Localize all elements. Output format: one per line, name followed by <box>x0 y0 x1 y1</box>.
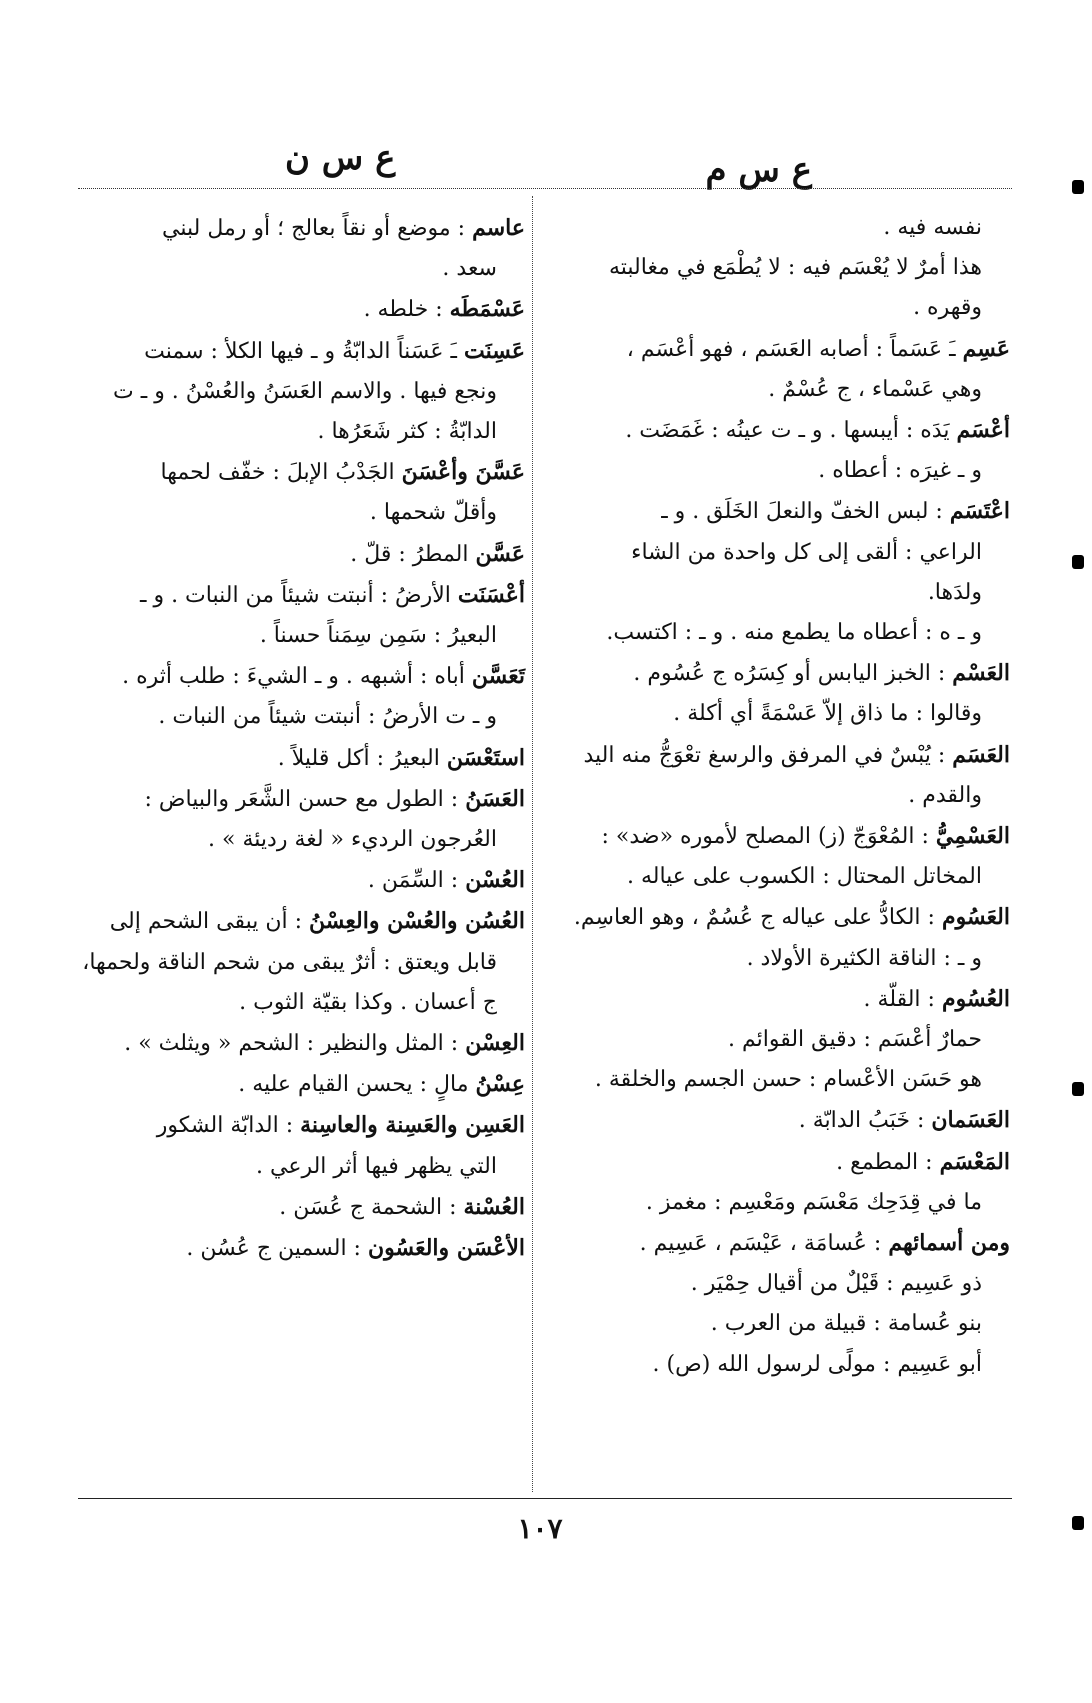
entry-definition: ـَ عَسَماً : أصابه العَسَم ، فهو أعْسَم ، <box>626 336 963 362</box>
entry-line <box>570 816 1010 857</box>
entry-definition: البعيرُ : أكل قليلاً . <box>277 745 447 771</box>
entry-headword: العُسْنة <box>463 1193 525 1220</box>
entry-headword: الأعْسَن والعَسُون <box>367 1235 525 1262</box>
entry-line <box>80 738 525 779</box>
entry-definition: أباه : أشبهه . و ـ الشيءَ : طلب أثره . <box>122 664 472 690</box>
entry-line <box>570 1060 1010 1100</box>
entry-line <box>570 288 1010 328</box>
entry-line <box>80 820 525 860</box>
entry-line <box>80 493 525 533</box>
entry-line <box>570 613 1010 653</box>
entry-definition: : خلطه . <box>363 297 450 323</box>
entry-headword: العَسْمِيُّ <box>935 823 1010 850</box>
entry-definition: : الكادُّ على عياله ج عُسُمٌ ، وهو العاسِم. <box>573 905 942 931</box>
entry-line <box>570 897 1010 938</box>
entry-line <box>570 410 1010 451</box>
entry-line <box>570 776 1010 816</box>
entry-line <box>80 943 525 983</box>
entry-headword: العَسِن والعَسِنة والعاسِنة <box>300 1112 525 1139</box>
entry-line <box>570 979 1010 1020</box>
entry-headword: العَسْم <box>952 660 1010 687</box>
entry-headword: ومن أسمائهم <box>888 1230 1010 1257</box>
entry-definition: ما في قِدَحِك مَعْسَم ومَعْسِم : مغمز . <box>645 1189 982 1215</box>
entry-line <box>570 653 1010 694</box>
entry-definition: وأقلّ شحمها . <box>369 500 497 526</box>
entry-definition: و ـ غيرَه : أعطاه . <box>818 458 982 484</box>
column-divider <box>532 196 533 1492</box>
entry-definition: : السمين ج عُسُن . <box>186 1236 368 1262</box>
entry-line <box>570 329 1010 370</box>
bottom-rule <box>78 1498 1012 1499</box>
entry-definition: وهي عَسْماء ، ج عُسْمٌ . <box>768 376 982 402</box>
page-number: ١٠٧ <box>517 1512 563 1545</box>
margin-mark <box>1072 180 1084 194</box>
margin-mark <box>1072 1082 1084 1096</box>
entry-headword: العُسُن والعُسْن والعِسْنُ <box>309 908 525 935</box>
entry-definition: بنو عُسامة : قبيلة من العرب . <box>710 1311 982 1337</box>
entry-headword: عَسَّن <box>475 540 525 567</box>
entry-headword: اعْتَسَم <box>949 498 1010 525</box>
entry-line <box>570 208 1010 248</box>
entry-definition: هذا أمرٌ لا يُعْسَم فيه : لا يُطْمَع في مغالبته <box>608 255 982 281</box>
entry-line <box>570 1304 1010 1344</box>
margin-mark <box>1072 1516 1084 1530</box>
entry-definition: المخاتل المحتال : الكسوب على عياله . <box>626 864 982 890</box>
entry-definition: : القلّة . <box>863 986 942 1012</box>
entry-definition: وقالوا : ما ذاق إلاّ عَسْمَةً أي أكلة . <box>673 701 982 727</box>
entry-definition: الدابّةُ : كثر شَعَرُها . <box>317 419 497 445</box>
entry-headword: المَعْسَم <box>939 1148 1010 1175</box>
entry-definition: والقدم . <box>908 782 982 808</box>
entry-line <box>80 208 525 249</box>
entry-line <box>80 534 525 575</box>
right-column <box>570 208 1010 1385</box>
entry-line <box>570 1100 1010 1141</box>
entry-line <box>570 451 1010 491</box>
entry-headword: العُسُوم <box>941 985 1010 1012</box>
entry-line <box>570 939 1010 979</box>
left-column <box>80 208 525 1269</box>
entry-line <box>570 1223 1010 1264</box>
running-head-right: ع س م <box>705 150 812 190</box>
entry-definition: العُرجون الرديء « لغة رديئة » . <box>208 827 497 853</box>
entry-line <box>570 1183 1010 1223</box>
entry-line <box>80 372 525 412</box>
entry-definition: ج أعسان . وكذا بقيّة الثوب . <box>239 989 497 1015</box>
entry-definition: : أن يبقى الشحم إلى <box>109 909 310 935</box>
entry-definition: : المُعْوَجّ (ز) المصلح لأموره «ضد» : <box>601 824 936 850</box>
entry-definition: : موضع أو نقاً بعالج ؛ أو رمل لبني <box>162 216 473 241</box>
entry-definition: البعيرُ : سَمِن سِمَناً حسناً . <box>259 623 497 649</box>
entry-line <box>570 533 1010 613</box>
entry-definition: ونجع فيها . والاسم العَسَنُ والعُسْنُ . و ـ ت <box>113 378 497 404</box>
entry-headword: العَسَنُ <box>465 785 525 812</box>
entry-headword: العَسُوم <box>941 904 1010 931</box>
entry-headword: عَسْمَطَه <box>449 296 525 323</box>
entry-line <box>80 452 525 493</box>
entry-line <box>570 370 1010 410</box>
entry-definition: : الطول مع حسن الشَّعَر والبياض : <box>144 786 466 812</box>
entry-line <box>80 779 525 820</box>
entry-headword: عَسَّنَ وأعْسَنَ <box>401 459 525 486</box>
entry-definition: المطرُ : قلّ . <box>350 541 476 567</box>
entry-headword: عِسْنُ <box>475 1071 525 1098</box>
entry-line <box>80 901 525 942</box>
margin-mark <box>1072 555 1084 569</box>
entry-line <box>80 1147 525 1187</box>
entry-definition: ذو عَسِيم : قَيْلٌ من أقيال حِمْيَر . <box>690 1271 982 1297</box>
entry-line <box>80 656 525 697</box>
entry-definition: التي يظهر فيها أثر الرعي . <box>256 1153 497 1179</box>
entry-definition: الأرضُ : أنبتت شيئاً من النبات . و ـ <box>140 582 458 608</box>
entry-line <box>80 1064 525 1105</box>
entry-definition: : السِّمَن . <box>367 868 466 894</box>
entry-line <box>570 1020 1010 1060</box>
entry-line <box>80 1105 525 1146</box>
entry-definition: قابل ويعتق : أثرٌ يبقى من شحم الناقة ولحمها، <box>82 949 497 975</box>
entry-line <box>80 1023 525 1064</box>
entry-headword: عَسِم <box>962 335 1010 362</box>
entry-headword: أعْسَم <box>956 417 1010 444</box>
entry-definition: و ـ ت الأرضُ : أنبتت شيئاً من النبات . <box>158 704 497 730</box>
entry-line <box>570 857 1010 897</box>
entry-definition: : الخبز اليابس أو كِسَرُه ج عُسُوم . <box>633 661 953 687</box>
entry-headword: العَسَمان <box>931 1107 1010 1134</box>
entry-definition: : الدابّة الشكور <box>156 1113 301 1139</box>
entry-line <box>80 1187 525 1228</box>
entry-line <box>570 735 1010 776</box>
entry-line <box>80 331 525 372</box>
entry-definition: هو حَسَن الأعْسام : حسن الجسم والخلقة . <box>594 1067 982 1093</box>
entry-headword: العُسْن <box>465 867 525 894</box>
entry-headword: استَعْسَن <box>446 744 525 771</box>
entry-line <box>80 616 525 656</box>
entry-headword: عَسِنَت <box>464 337 525 364</box>
entry-definition: الجَدْبُ الإبلَ : خفّف لحمها <box>160 460 402 486</box>
entry-definition: : المطمع . <box>836 1149 940 1175</box>
top-rule <box>78 188 1012 189</box>
entry-headword: تَعَسَّن <box>471 663 525 690</box>
entry-line <box>570 694 1010 734</box>
entry-definition: : يُبْسٌ في المرفق والرسغ تعْوَجُّ منه اليد <box>583 742 953 768</box>
entry-line <box>570 491 1010 532</box>
entry-line <box>570 1142 1010 1183</box>
running-head-left: ع س ن <box>285 138 396 178</box>
entry-definition: : عُسامَة ، عَيْسَم ، عَسِيم . <box>639 1231 889 1257</box>
entry-line <box>80 1228 525 1269</box>
entry-line <box>80 575 525 616</box>
entry-definition: ـَ عَسَناً الدابّةُ و ـ فيها الكلأ : سمنت <box>144 338 464 364</box>
entry-definition: أبو عَسِيم : مولًى لرسول الله (ص) . <box>652 1351 982 1377</box>
entry-definition: : خَبَبُ الدابّة . <box>798 1108 932 1134</box>
entry-definition: : المثل والنظير : الشحم « ويثلث » . <box>124 1031 466 1057</box>
entry-line <box>80 289 525 330</box>
entry-definition: وقهره . <box>913 295 982 321</box>
entry-line <box>80 249 525 289</box>
entry-headword: العِسْن <box>465 1030 525 1057</box>
entry-headword: عاسم <box>472 215 525 241</box>
entry-headword: العَسَم <box>952 741 1010 768</box>
entry-definition: حمارٌ أعْسَم : دقيق القوائم . <box>727 1027 982 1053</box>
entry-definition: و ـ : الناقة الكثيرة الأولاد . <box>746 945 982 971</box>
entry-definition: مالٍ : يحسن القيام عليه . <box>238 1072 476 1098</box>
entry-line <box>570 1264 1010 1304</box>
entry-line <box>570 248 1010 288</box>
entry-line <box>80 412 525 452</box>
entry-line <box>80 697 525 737</box>
entry-definition: : لبس الخفّ والنعلَ الخَلَق . و ـ <box>661 499 950 525</box>
entry-line <box>80 983 525 1023</box>
entry-definition: سعد . <box>442 256 497 282</box>
entry-line <box>570 1345 1010 1385</box>
entry-headword: أعْسَنَت <box>457 581 525 608</box>
entry-definition: يَدَه : أيبسها . و ـ ت عينُه : غَمَضَت . <box>625 418 957 444</box>
entry-definition: : الشحمة ج عُسَن . <box>279 1194 464 1220</box>
entry-definition: و ـ ه : أعطاه ما يطمع منه . و ـ : اكتسب. <box>606 620 982 646</box>
entry-line <box>80 860 525 901</box>
entry-definition: نفسه فيه . <box>883 215 982 240</box>
entry-definition: الراعي : ألقى إلى كل واحدة من الشاء ولدَها. <box>631 539 982 605</box>
